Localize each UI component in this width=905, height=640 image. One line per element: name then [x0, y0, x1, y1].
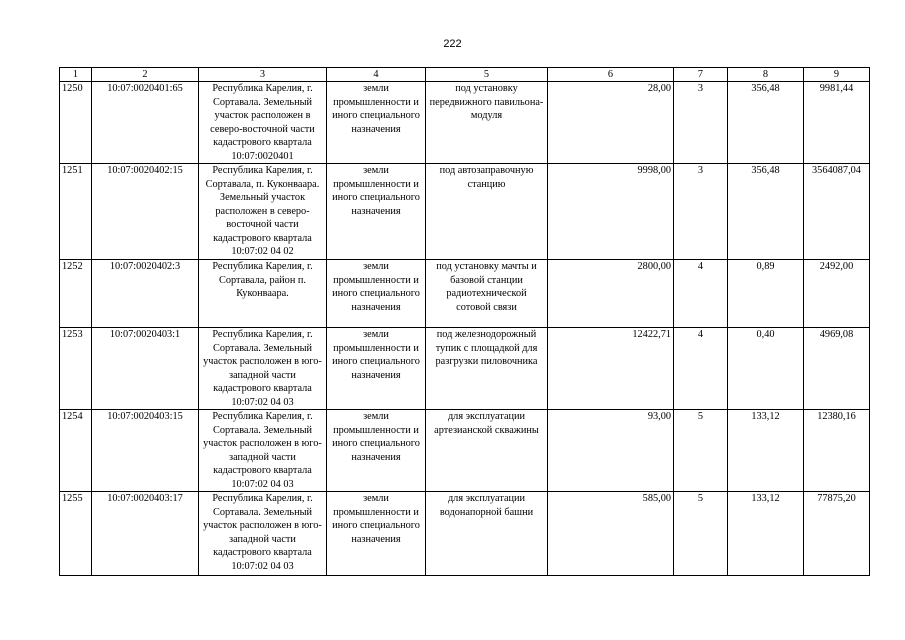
cadastral-number-cell: 10:07:0020403:1: [92, 328, 199, 410]
group-cell: 3: [674, 82, 728, 164]
cadastral-number-cell: 10:07:0020401:65: [92, 82, 199, 164]
location-cell: Республика Карелия, г. Сортавала, п. Куконваара. Земельный участок расположен в северо-восточной части кадастрового квартала 10:07:02 04 02: [199, 164, 327, 260]
row-number-cell: 1254: [60, 410, 92, 492]
area-cell: 28,00: [548, 82, 674, 164]
area-cell: 2800,00: [548, 260, 674, 328]
row-number-cell: 1253: [60, 328, 92, 410]
rate-cell: 356,48: [728, 164, 804, 260]
row-number-cell: 1251: [60, 164, 92, 260]
permitted-use-cell: для эксплуатации водонапорной башни: [426, 492, 548, 576]
value-cell: 12380,16: [804, 410, 870, 492]
table-row: [60, 410, 870, 492]
row-number-cell: 1250: [60, 82, 92, 164]
land-registry-table: [59, 67, 870, 576]
table-row: [60, 492, 870, 576]
table-row: [60, 164, 870, 260]
value-cell: 3564087,04: [804, 164, 870, 260]
permitted-use-cell: под установку передвижного павильона-модуля: [426, 82, 548, 164]
table-row: [60, 328, 870, 410]
location-cell: Республика Карелия, г. Сортавала, район п. Куконваара.: [199, 260, 327, 328]
rate-cell: 356,48: [728, 82, 804, 164]
column-header: 4: [327, 68, 426, 82]
cadastral-number-cell: 10:07:0020402:15: [92, 164, 199, 260]
land-category-cell: земли промышленности и иного специального назначения: [327, 328, 426, 410]
permitted-use-cell: для эксплуатации артезианской скважины: [426, 410, 548, 492]
area-cell: 9998,00: [548, 164, 674, 260]
rate-cell: 0,89: [728, 260, 804, 328]
column-header: 5: [426, 68, 548, 82]
column-header: 2: [92, 68, 199, 82]
land-category-cell: земли промышленности и иного специального назначения: [327, 492, 426, 576]
cadastral-number-cell: 10:07:0020403:15: [92, 410, 199, 492]
cadastral-number-cell: 10:07:0020402:3: [92, 260, 199, 328]
group-cell: 4: [674, 328, 728, 410]
page-number: 222: [443, 38, 462, 50]
column-header: 9: [804, 68, 870, 82]
land-category-cell: земли промышленности и иного специального назначения: [327, 164, 426, 260]
value-cell: 77875,20: [804, 492, 870, 576]
column-header: 8: [728, 68, 804, 82]
value-cell: 4969,08: [804, 328, 870, 410]
land-category-cell: земли промышленности и иного специального назначения: [327, 260, 426, 328]
column-header: 6: [548, 68, 674, 82]
group-cell: 4: [674, 260, 728, 328]
cadastral-number-cell: 10:07:0020403:17: [92, 492, 199, 576]
area-cell: 585,00: [548, 492, 674, 576]
permitted-use-cell: под автозаправочную станцию: [426, 164, 548, 260]
permitted-use-cell: под установку мачты и базовой станции радиотехнической сотовой связи: [426, 260, 548, 328]
location-cell: Республика Карелия, г. Сортавала. Земельный участок расположен в юго-западной части кадастрового квартала 10:07:02 04 03: [199, 492, 327, 576]
row-number-cell: 1255: [60, 492, 92, 576]
rate-cell: 133,12: [728, 492, 804, 576]
group-cell: 5: [674, 492, 728, 576]
land-category-cell: земли промышленности и иного специального назначения: [327, 82, 426, 164]
area-cell: 93,00: [548, 410, 674, 492]
land-category-cell: земли промышленности и иного специального назначения: [327, 410, 426, 492]
value-cell: 2492,00: [804, 260, 870, 328]
header-row: [60, 68, 870, 82]
column-header: 3: [199, 68, 327, 82]
column-header: 1: [60, 68, 92, 82]
location-cell: Республика Карелия, г. Сортавала. Земельный участок расположен в северо-восточной части кадастрового квартала 10:07:0020401: [199, 82, 327, 164]
value-cell: 9981,44: [804, 82, 870, 164]
table-row: [60, 260, 870, 328]
area-cell: 12422,71: [548, 328, 674, 410]
row-number-cell: 1252: [60, 260, 92, 328]
location-cell: Республика Карелия, г. Сортавала. Земельный участок расположен в юго-западной части кадастрового квартала 10:07:02 04 03: [199, 410, 327, 492]
column-header: 7: [674, 68, 728, 82]
group-cell: 5: [674, 410, 728, 492]
permitted-use-cell: под железнодорожный тупик с площадкой для разгрузки пиловочника: [426, 328, 548, 410]
rate-cell: 133,12: [728, 410, 804, 492]
rate-cell: 0,40: [728, 328, 804, 410]
location-cell: Республика Карелия, г. Сортавала. Земельный участок расположен в юго-западной части кадастрового квартала 10:07:02 04 03: [199, 328, 327, 410]
group-cell: 3: [674, 164, 728, 260]
table-row: [60, 82, 870, 164]
